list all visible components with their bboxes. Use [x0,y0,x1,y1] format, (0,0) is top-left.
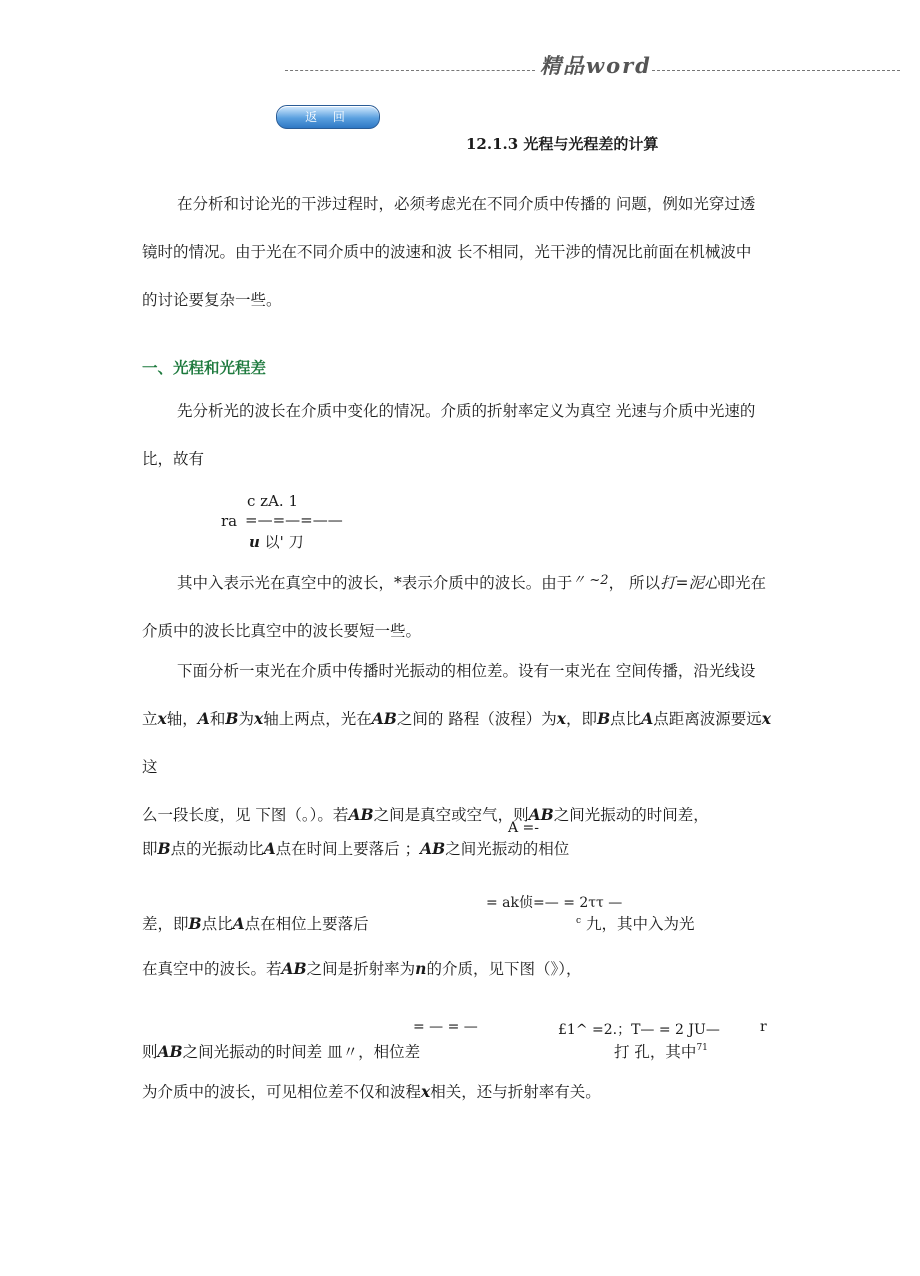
p4-x1: x [157,709,167,728]
p4-A1: A [197,709,210,728]
l8-AB: AB [157,1042,183,1061]
l9-b: 相关，还与折射率有关。 [430,1083,601,1101]
refraction-paragraph [142,387,782,483]
p4-d: 为 [238,710,254,728]
page-title: 12.1.3 光程与光程差的计算 [466,135,659,153]
p4-j: 这 [142,758,158,776]
wl-text-c: ， 所以 [608,574,660,592]
p4-a: 立 [142,710,158,728]
formula-4-c: r [760,1019,767,1035]
l7-b: 之间是折射率为 [306,960,416,978]
wl-text-a: 其中入表示光在真空中的波长，*表示介质中的波长。由于 [177,574,573,592]
header-brand: 精品word [540,53,652,78]
back-button[interactable]: 返 回 [276,105,380,129]
l7-a: 在真空中的波长。若 [142,960,282,978]
p4-x3: x [556,709,567,728]
intro-line-3: 的讨论要复杂一些。 [142,291,282,309]
p4-A2: A [641,709,654,728]
l5-AB: AB [420,839,446,858]
phase-line-1: 下面分析一束光在介质中传播时光振动的相位差。设有一束光在 空间传播，沿光线设 [177,662,756,680]
section-heading-1: 一、光程和光程差 [142,358,267,377]
l8-c: 打 孔，其中 [614,1043,697,1061]
p4-AB3: AB [528,805,554,824]
l7-AB: AB [281,959,307,978]
formula-4-a: = — = — [413,1019,478,1035]
l6-b: 点比 [201,915,233,933]
intro-line-2: 镜时的情况。由于光在不同介质中的波速和波 长不相同，光干涉的情况比前面在机械波中 [142,243,752,261]
line-9 [142,1080,601,1102]
p4-B2: B [597,709,611,728]
formula-1-bottom [249,531,304,552]
formula-1-bottom-rest: 以' 刀 [259,533,304,551]
l6-A: A [232,914,245,933]
wl-text-e: 即光在 [719,574,767,592]
formula-1-fraction: =—=—=—— [245,511,343,529]
p4-x2: x [253,709,264,728]
l7-n: n [415,959,427,978]
wavelength-line-1 [142,557,782,607]
l9-x: x [421,1082,431,1101]
line-5 [142,837,569,859]
formula-1-u: u [249,533,260,551]
p4-AB2: AB [348,805,374,824]
l5-d: 之间光振动的相位 [445,840,570,858]
refraction-line-2: 比，故有 [142,450,205,468]
l5-a: 即 [142,840,158,858]
p4-x4: x [761,709,771,728]
header-rule-right [652,70,900,71]
l6-sup: c [576,916,582,926]
wavelength-line-2: 介质中的波长比真空中的波长要短一些。 [142,622,422,640]
line-8-right [614,1040,708,1062]
phase-paragraph [142,647,782,839]
p4-l3c: 之间光振动的时间差， [553,806,709,824]
l5-A: A [263,839,276,858]
l6-c: 点在相位上要落后 [244,915,369,933]
l9-a: 为介质中的波长，可见相位差不仅和波程 [142,1083,422,1101]
p4-f: 之间的 路程（波程）为 [396,710,557,728]
l8-b: 之间光振动的时间差 皿〃，相位差 [182,1043,421,1061]
formula-2: A =- [508,820,540,836]
intro-line-1: 在分析和讨论光的干涉过程时，必须考虑光在不同介质中传播的 问题，例如光穿过透 [177,195,756,213]
line-8 [142,1040,420,1062]
l8-sup: 71 [696,1043,708,1053]
line-7 [142,957,581,979]
p4-e: 轴上两点，光在 [263,710,372,728]
l6-d: 九，其中入为光 [581,915,695,933]
header-rule-left [285,70,535,71]
p4-AB1: AB [371,709,397,728]
phase-line-2 [142,695,782,791]
formula-4-b: £1^ =2.；T— = 2 JU— [558,1022,720,1038]
formula-3: = ak侦=— = 2ττ — [486,895,623,911]
p4-b: 轴， [166,710,198,728]
l6-B: B [188,914,202,933]
p4-c: 和 [209,710,226,728]
p4-h: 点比 [610,710,642,728]
l5-c: 点在时间上要落后 ； [275,840,421,858]
wl-sup: 〃 ~2 [572,573,609,588]
formula-1-left: ra [221,512,238,530]
wl-formula: 打=泥心 [660,574,720,592]
p4-i: 点距离波源要远 [653,710,762,728]
wavelength-paragraph [142,557,782,655]
phase-line-3 [142,791,782,839]
p4-l3a: 么一段长度，见 下图（。）。若 [142,806,349,824]
line-6-right [576,912,694,934]
p4-B1: B [225,709,239,728]
refraction-line-1: 先分析光的波长在介质中变化的情况。介质的折射率定义为真空 光速与介质中光速的 [177,402,756,420]
p4-l3b: 之间是真空或空气，则 [373,806,529,824]
p4-g: ，即 [566,710,598,728]
l7-c: 的介质，见下图（》）， [426,960,582,978]
formula-1-top: c zA. 1 [247,492,298,510]
l8-a: 则 [142,1043,158,1061]
l5-B: B [157,839,171,858]
line-6 [142,912,369,934]
intro-paragraph [142,180,782,324]
l5-b: 点的光振动比 [170,840,264,858]
l6-a: 差，即 [142,915,189,933]
